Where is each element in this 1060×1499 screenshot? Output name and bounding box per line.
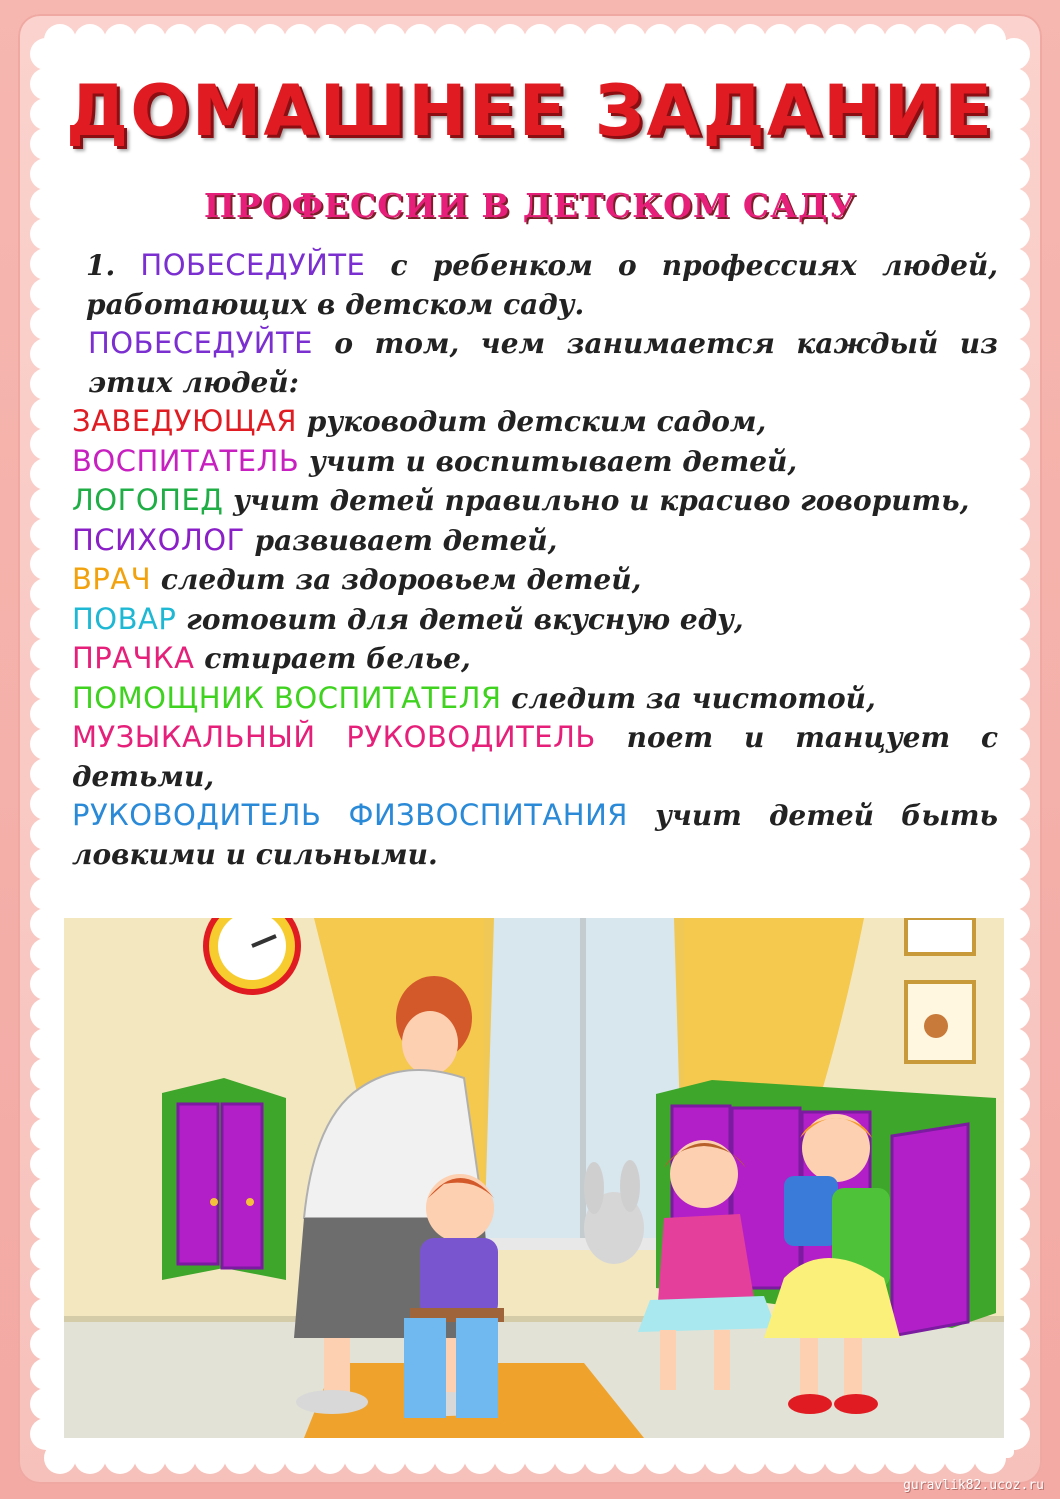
profession-item <box>58 679 998 719</box>
profession-list <box>58 402 998 874</box>
intro-paragraph-2 <box>58 324 998 402</box>
intro-paragraph-1 <box>58 246 998 324</box>
poster-subtitle: ПРОФЕССИИ В ДЕТСКОМ САДУ <box>203 186 857 225</box>
intro-text-1: с ребенком о профессиях людей, работающих в детском саду. <box>86 249 998 321</box>
profession-name: ЛОГОПЕД <box>72 483 224 517</box>
profession-item <box>58 639 998 679</box>
poster-title: ДОМАШНЕЕ ЗАДАНИЕ <box>65 70 995 152</box>
profession-item <box>58 560 998 600</box>
profession-item <box>58 442 998 482</box>
profession-description: следит за чистотой, <box>501 681 876 715</box>
profession-description: учит детей правильно и красиво говорить, <box>223 484 970 517</box>
profession-name: РУКОВОДИТЕЛЬ ФИЗВОСПИТАНИЯ <box>72 798 628 832</box>
profession-name: ПОВАР <box>72 601 177 636</box>
profession-item <box>58 796 998 874</box>
profession-name: ПСИХОЛОГ <box>72 522 245 557</box>
homework-text <box>58 246 998 874</box>
item-number: 1. <box>86 249 116 282</box>
profession-name: ВРАЧ <box>72 562 152 596</box>
profession-description: стирает белье, <box>194 642 471 675</box>
profession-name: МУЗЫКАЛЬНЫЙ РУКОВОДИТЕЛЬ <box>72 720 596 754</box>
profession-description: готовит для детей вкусную еду, <box>176 602 744 636</box>
keyword-talk-2: ПОБЕСЕДУЙТЕ <box>88 326 313 360</box>
profession-item <box>58 481 998 521</box>
profession-name: ПРАЧКА <box>72 641 195 675</box>
profession-description: поет и танцует с детьми, <box>72 721 998 793</box>
profession-item <box>58 718 998 796</box>
keyword-talk-1: ПОБЕСЕДУЙТЕ <box>140 248 366 282</box>
profession-description: развивает детей, <box>244 523 558 557</box>
profession-description: учит и воспитывает детей, <box>299 444 798 478</box>
profession-description: учит детей быть ловкими и сильными. <box>72 799 998 871</box>
profession-name: ЗАВЕДУЮЩАЯ <box>72 404 297 438</box>
profession-description: руководит детским садом, <box>297 405 767 438</box>
profession-name: ПОМОЩНИК ВОСПИТАТЕЛЯ <box>72 680 502 715</box>
profession-item <box>58 521 998 561</box>
profession-description: следит за здоровьем детей, <box>151 563 642 596</box>
watermark: guravlik82.ucoz.ru <box>903 1478 1044 1493</box>
intro-text-2: о том, чем занимается каждый из этих людей: <box>88 327 998 399</box>
profession-name: ВОСПИТАТЕЛЬ <box>72 443 300 478</box>
profession-item <box>58 402 998 442</box>
kindergarten-illustration <box>64 918 1004 1438</box>
profession-item <box>58 600 998 640</box>
